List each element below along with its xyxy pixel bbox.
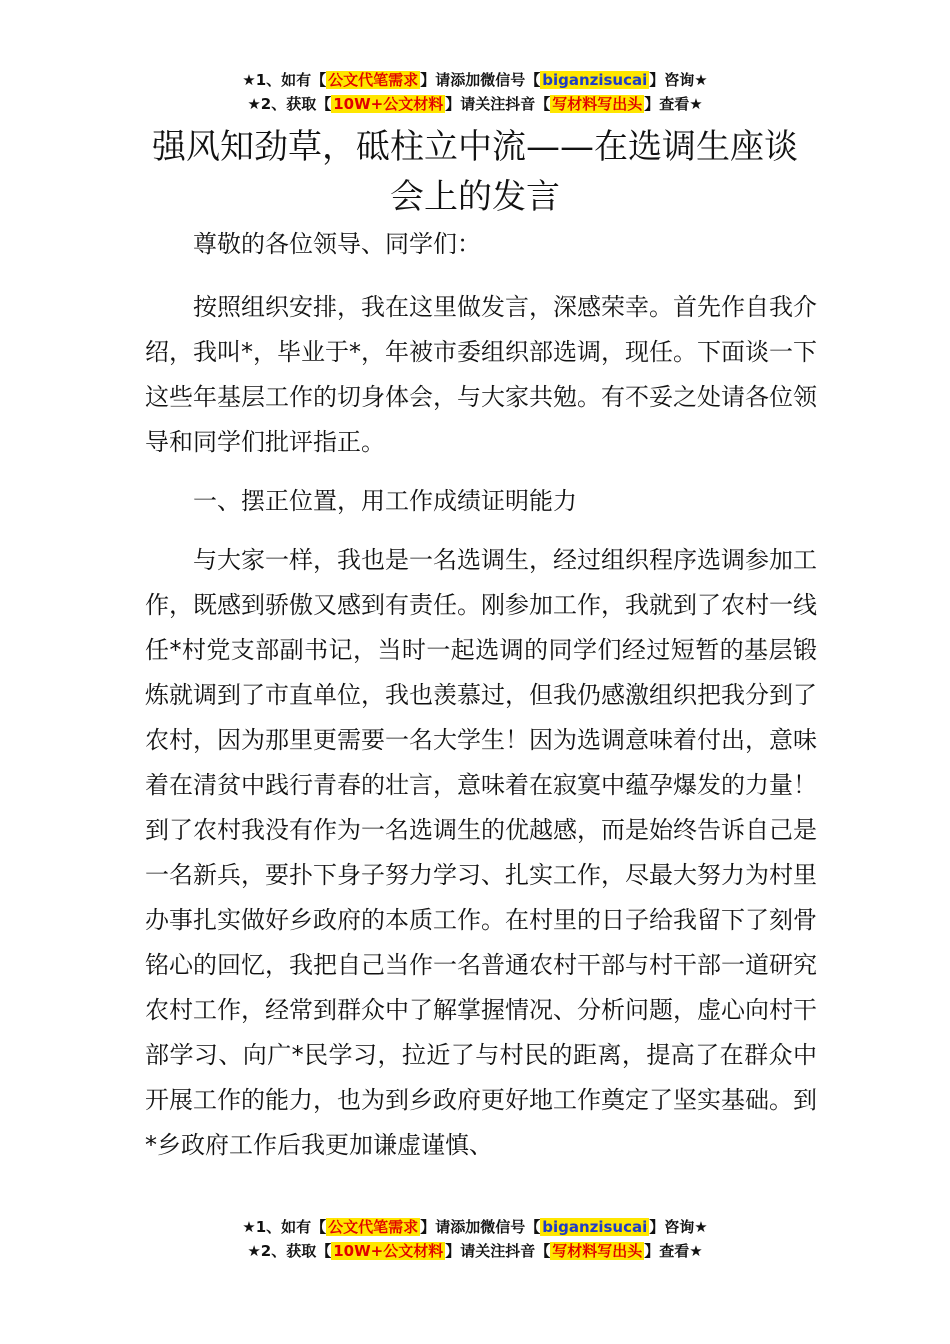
salutation: 尊敬的各位领导、同学们：	[193, 230, 481, 258]
footer-banner	[0, 1215, 950, 1263]
banner-text: 】咨询★	[649, 71, 708, 89]
banner-text: ★2、获取【	[247, 1242, 332, 1260]
header-banner	[0, 68, 950, 116]
paragraph: 与大家一样，我也是一名选调生，经过组织程序选调参加工作，既感到骄傲又感到有责任。刚参加工作，我就到了农村一线任*村党支部副书记，当时一起选调的同学们经过短暂的基层锻炼就调到了市直单位，我也羡慕过，但我仍感激组织把我分到了农村，因为那里更需要一名大学生！因为选调意味着付出，意味着在清贫中践行青春的壮言，意味着在寂寞中蕴孕爆发的力量！到了农村我没有作为一名选调生的优越感，而是始终告诉自己是一名新兵，要扑下身子努力学习、扎实工作，尽最大努力为村里办事扎实做好乡政府的本质工作。在村里的日子给我留下了刻骨铭心的回忆，我把自己当作一名普通农村干部与村干部一道研究农村工作，经常到群众中了解掌握情况、分析问题，虚心向村干部学习、向广*民学习，拉近了与村民的距离，提高了在群众中开展工作的能力，也为到乡政府更好地工作奠定了坚实基础。到*乡政府工作后我更加谦虚谨慎、	[145, 546, 817, 1159]
banner-highlight-douyin: 写材料写出头	[552, 95, 643, 113]
banner-highlight: 公文代笔需求	[328, 1218, 419, 1236]
banner-line-1	[0, 68, 950, 92]
banner-highlight-douyin: 写材料写出头	[552, 1242, 643, 1260]
banner-line-2	[0, 1239, 950, 1263]
banner-text: 】查看★	[644, 1242, 703, 1260]
banner-line-1	[0, 1215, 950, 1239]
banner-text: ★1、如有【	[242, 1218, 327, 1236]
banner-text: 】请添加微信号【	[420, 1218, 541, 1236]
banner-line-2	[0, 92, 950, 116]
banner-text: 】咨询★	[649, 1218, 708, 1236]
banner-highlight: 10W+公文材料	[333, 1242, 444, 1260]
banner-text: 】请添加微信号【	[420, 71, 541, 89]
banner-text: ★2、获取【	[247, 95, 332, 113]
document-body	[145, 222, 817, 1182]
banner-text: 】查看★	[644, 95, 703, 113]
banner-highlight-wechat: biganzisucai	[542, 71, 648, 89]
paragraph: 按照组织安排，我在这里做发言，深感荣幸。首先作自我介绍，我叫*，毕业于*，年被市委组织部选调，现任。下面谈一下这些年基层工作的切身体会，与大家共勉。有不妥之处请各位领导和同学们批评指正。	[145, 293, 817, 456]
banner-text: 】请关注抖音【	[445, 95, 551, 113]
banner-highlight-wechat: biganzisucai	[542, 1218, 648, 1236]
banner-text: ★1、如有【	[242, 71, 327, 89]
banner-text: 】请关注抖音【	[445, 1242, 551, 1260]
section-heading: 一、摆正位置，用工作成绩证明能力	[193, 487, 577, 515]
document-title: 强风知劲草，砥柱立中流——在选调生座谈会上的发言	[152, 127, 798, 217]
banner-highlight: 10W+公文材料	[333, 95, 444, 113]
banner-highlight: 公文代笔需求	[328, 71, 419, 89]
